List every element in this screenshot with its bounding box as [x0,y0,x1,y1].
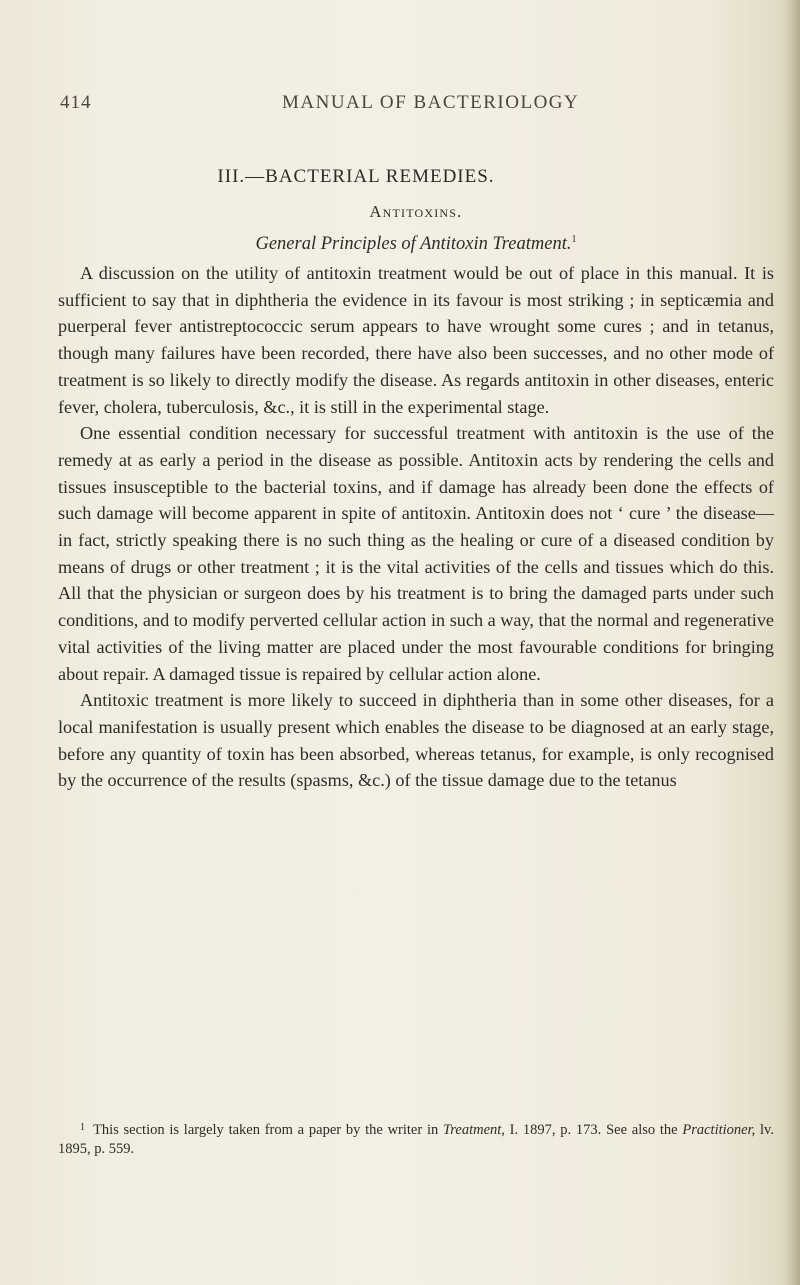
page-content [58,166,774,794]
italic-heading [58,234,774,255]
footnote-journal-2: Practitioner, [682,1122,756,1138]
section-heading: III.—BACTERIAL REMEDIES. [217,166,495,187]
page-number: 414 [60,92,92,113]
footnote-text-before: This section is largely taken from a paper by the writer in [93,1122,444,1138]
paragraph-3: Antitoxic treatment is more likely to succeed in diphtheria than in some other diseases, for a local manifestation is usually present which enables the disease to be diagnosed at an early stage, before any quantity of toxin has been absorbed, whereas tetanus, for example, is only recognised by the occurrence of the results (spasms, &c.) of the tissue damage due to the tetanus [58,690,774,791]
footnotes [58,1118,774,1159]
footnote-text-middle: I. 1897, p. 173. See also the [504,1122,683,1138]
running-title: MANUAL OF BACTERIOLOGY [282,92,580,113]
footnote-marker: 1 [80,1122,85,1133]
footnote-1 [58,1118,774,1159]
running-head [60,92,760,118]
subheading: Antitoxins. [369,202,463,221]
italic-heading-text: General Principles of Antitoxin Treatment. [255,234,572,254]
footnote-journal: Treatment, [443,1122,505,1138]
page-edge-shadow [786,0,800,1285]
paragraph-2: One essential condition necessary for successful treatment with antitoxin is the use of the remedy at as early a period in the disease as possible. Antitoxin acts by rendering the cells and tissues insusceptible to the bacterial toxins, and if damage has already been done the effects of such damage will become apparent in spite of antitoxin. Antitoxin does not ‘ cure ’ the disease—in fact, strictly speaking there is no such thing as the healing or cure of a diseased condition by means of drugs or other treatment ; it is the vital activities of the cells and tissues which do this. All that the physician or surgeon does by his treatment is to bring the damaged parts under such conditions, and to modify perverted cellular action in such a way, that the normal and regenerative vital activities of the living matter are placed under the most favourable conditions for bringing about repair. A damaged tissue is repaired by cellular action alone. [58,423,774,684]
paragraph-1: A discussion on the utility of antitoxin treatment would be out of place in this manual. It is sufficient to say that in diphtheria the evidence in its favour is most striking ; in septicæmia and puerperal fever antistreptococcic serum appears to have wrought some cures ; and in tetanus, though many failures have been recorded, there have also been successes, and no other mode of treatment is so likely to directly modify the disease. As regards antitoxin in other diseases, enteric fever, cholera, tuberculosis, &c., it is still in the experimental stage. [58,263,774,417]
footnote-text-after: lv. 1895, p. 559. [58,1122,774,1157]
footnote-reference: 1 [571,234,577,245]
